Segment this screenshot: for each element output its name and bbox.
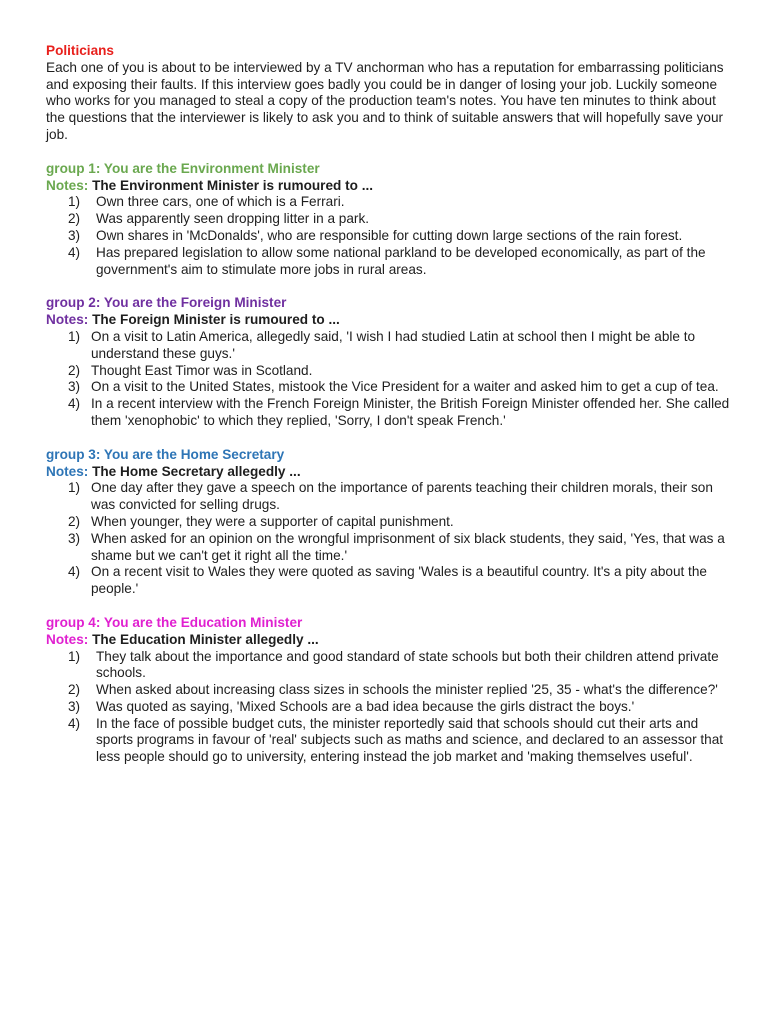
group-4-section — [46, 615, 736, 766]
group-3-section — [46, 447, 736, 598]
list-number: 4) — [68, 715, 81, 731]
list-text: In a recent interview with the French Foreign Minister, the British Foreign Minister offended her. She called them 'xenophobic' to which they replied, 'Sorry, I don't speak French.' — [91, 396, 730, 428]
list-item — [46, 194, 736, 211]
list-text: Has prepared legislation to allow some national parkland to be developed economically, as part of the government's aim to stimulate more jobs in rural areas. — [96, 244, 706, 277]
list-item — [46, 396, 736, 430]
list-number: 2) — [68, 211, 81, 227]
list-number: 3) — [68, 227, 81, 243]
list-item — [46, 514, 736, 531]
list-item — [46, 480, 736, 514]
group-3-list — [46, 480, 736, 598]
notes-text: The Environment Minister is rumoured to ... — [92, 177, 374, 193]
list-text: Own three cars, one of which is a Ferrari. — [96, 194, 345, 210]
list-number: 2) — [68, 682, 81, 698]
intro-paragraph: Each one of you is about to be interviewed by a TV anchorman who has a reputation for embarrassing politicians and exposing their faults. If this interview goes badly you could be in danger of losing your job. Luckily someone who works for you managed to steal a copy of the production team's notes. You have ten minutes to think about the questions that the interviewer is likely to ask you and to think of suitable answers that will hopefully save your job. — [46, 59, 724, 142]
list-number: 3) — [68, 379, 81, 395]
group-2-list — [46, 329, 736, 430]
list-text: Was quoted as saying, 'Mixed Schools are a bad idea because the girls distract the boys.' — [96, 698, 635, 714]
document-title: Politicians — [46, 43, 114, 58]
list-text: When asked for an opinion on the wrongful imprisonment of six black students, they said, 'Yes, that was a shame but we can't get it right all the time.' — [91, 530, 725, 563]
list-number: 1) — [68, 648, 81, 664]
list-number: 4) — [68, 564, 81, 580]
notes-label: Notes: — [46, 312, 89, 328]
group-2-heading: group 2: You are the Foreign Minister — [46, 295, 287, 311]
group-3-heading: group 3: You are the Home Secretary — [46, 446, 285, 462]
list-item — [46, 379, 736, 396]
group-4-notes — [46, 632, 736, 649]
list-item — [46, 363, 736, 380]
group-2-section — [46, 295, 736, 429]
list-text: When asked about increasing class sizes in schools the minister replied '25, 35 - what's the difference?' — [96, 682, 718, 698]
list-item — [46, 245, 736, 279]
group-4-heading: group 4: You are the Education Minister — [46, 614, 303, 630]
group-1-section — [46, 161, 736, 279]
list-text: Was apparently seen dropping litter in a park. — [96, 211, 370, 227]
list-item — [46, 531, 736, 565]
list-text: When younger, they were a supporter of capital punishment. — [91, 513, 454, 529]
list-item — [46, 649, 736, 683]
list-item — [46, 211, 736, 228]
list-number: 2) — [68, 362, 81, 378]
notes-label: Notes: — [46, 463, 89, 479]
list-item — [46, 682, 736, 699]
group-1-heading: group 1: You are the Environment Minister — [46, 160, 320, 176]
list-text: In the face of possible budget cuts, the minister reportedly said that schools should cut their arts and sports programs in favour of 'real' subjects such as maths and science, and declared to an assessor that less people should go to university, entering instead the job market and 'making themselves useful'. — [96, 715, 724, 765]
document-page — [46, 43, 736, 766]
list-text: They talk about the importance and good standard of state schools but both their children attend private schools. — [96, 648, 719, 681]
list-number: 2) — [68, 513, 81, 529]
group-4-list — [46, 649, 736, 767]
group-2-notes — [46, 312, 736, 329]
group-1-notes — [46, 178, 736, 195]
list-text: On a visit to the United States, mistook the Vice President for a waiter and asked him to get a cup of tea. — [91, 379, 719, 395]
list-number: 1) — [68, 480, 81, 496]
notes-text: The Education Minister allegedly ... — [92, 631, 319, 647]
notes-label: Notes: — [46, 631, 89, 647]
list-item — [46, 716, 736, 766]
list-number: 1) — [68, 328, 81, 344]
list-item — [46, 228, 736, 245]
list-text: On a recent visit to Wales they were quoted as saving 'Wales is a beautiful country. It's a pity about the people.' — [91, 564, 707, 597]
notes-label: Notes: — [46, 177, 89, 193]
group-3-notes — [46, 464, 736, 481]
group-1-list — [46, 194, 736, 278]
list-text: On a visit to Latin America, allegedly said, 'I wish I had studied Latin at school then I might be able to understand these guys.' — [91, 328, 696, 361]
list-number: 4) — [68, 244, 81, 260]
list-item — [46, 699, 736, 716]
list-number: 4) — [68, 396, 81, 412]
list-text: Thought East Timor was in Scotland. — [91, 362, 313, 378]
list-number: 1) — [68, 194, 81, 210]
list-number: 3) — [68, 698, 81, 714]
list-text: One day after they gave a speech on the importance of parents teaching their children morals, their son was convicted for selling drugs. — [91, 480, 713, 513]
list-text: Own shares in 'McDonalds', who are responsible for cutting down large sections of the rain forest. — [96, 227, 683, 243]
list-number: 3) — [68, 530, 81, 546]
list-item — [46, 329, 736, 363]
notes-text: The Home Secretary allegedly ... — [92, 463, 301, 479]
notes-text: The Foreign Minister is rumoured to ... — [92, 312, 340, 328]
list-item — [46, 564, 736, 598]
